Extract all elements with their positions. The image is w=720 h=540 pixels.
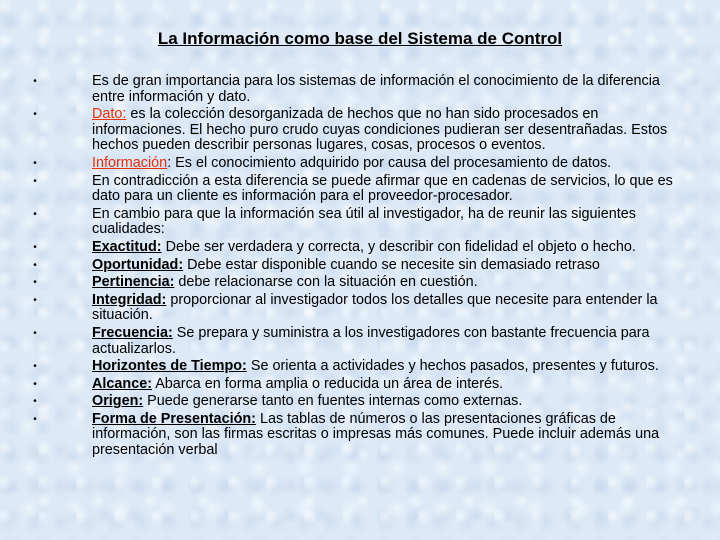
term-pertinencia: Pertinencia: [92, 274, 175, 291]
bullet-icon: • [33, 241, 37, 253]
term-oportunidad: Oportunidad: [92, 256, 184, 273]
term-alcance: Alcance: [92, 375, 152, 392]
bullet-text: En contradicción a esta diferencia se puede afirmar que en cadenas de servicios, lo que es dato para un cliente es información para el proveedor-procesador. [92, 172, 673, 205]
bullet-icon: • [33, 175, 37, 187]
bullet-icon: • [33, 378, 37, 390]
term-exactitud: Exactitud: [92, 238, 162, 255]
bullet-text: En cambio para que la información sea útil al investigador, ha de reunir las siguientes cualidades: [92, 205, 636, 238]
bullet-text: Se prepara y suministra a los investigadores con bastante frecuencia para actualizarlos. [92, 324, 650, 357]
bullet-text: Debe ser verdadera y correcta, y describir con fidelidad el objeto o hecho. [161, 238, 636, 255]
list-item [0, 240, 720, 256]
bullet-icon: • [33, 109, 37, 121]
bullet-icon: • [33, 327, 37, 339]
bullet-icon: • [33, 208, 37, 220]
bullet-icon: • [33, 361, 37, 373]
term-dato: Dato: [92, 106, 127, 123]
list-item [0, 207, 720, 238]
term-frecuencia: Frecuencia: [92, 324, 173, 341]
bullet-text: Puede generarse tanto en fuentes internas como externas. [143, 393, 523, 410]
bullet-text: debe relacionarse con la situación en cuestión. [174, 274, 478, 291]
list-item [0, 394, 720, 410]
list-item [0, 258, 720, 274]
list-item [0, 326, 720, 357]
list-item [0, 412, 720, 459]
slide-title: La Información como base del Sistema de Control [157, 29, 563, 48]
bullet-icon: • [33, 413, 37, 425]
bullet-text: Abarca en forma amplia o reducida un área de interés. [152, 375, 504, 392]
bullet-text: : Es el conocimiento adquirido por causa del procesamiento de datos. [167, 154, 612, 171]
bullet-text: Es de gran importancia para los sistemas de información el conocimiento de la diferencia entre información y dato. [92, 73, 660, 105]
bullet-text: Debe estar disponible cuando se necesite sin demasiado retraso [183, 256, 600, 273]
bullet-icon: • [33, 157, 37, 169]
term-horizontes-de-tiempo: Horizontes de Tiempo: [92, 358, 247, 375]
list-item [0, 359, 720, 375]
list-item [0, 74, 720, 105]
bullet-icon: • [33, 294, 37, 306]
list-item [0, 293, 720, 324]
list-item [0, 377, 720, 393]
list-item [0, 156, 720, 172]
list-item [0, 174, 720, 205]
term-informacion: Información [92, 154, 168, 171]
term-origen: Origen: [92, 393, 144, 410]
bullet-icon: • [33, 259, 37, 271]
list-item [0, 107, 720, 154]
term-forma-de-presentacion: Forma de Presentación: [92, 410, 256, 427]
list-item [0, 275, 720, 291]
bullet-icon: • [33, 76, 37, 87]
term-integridad: Integridad: [92, 291, 167, 308]
bullet-icon: • [33, 396, 37, 408]
bullet-text: Se orienta a actividades y hechos pasados, presentes y futuros. [246, 358, 659, 375]
bullet-icon: • [33, 277, 37, 289]
bullet-text: proporcionar al investigador todos los detalles que necesite para entender la situación. [92, 291, 658, 324]
bullet-text: Las tablas de números o las presentaciones gráficas de información, son las firmas escritas o impresas más comunes. Puede incluir además una presentación verbal [92, 410, 660, 459]
bullet-text: es la colección desorganizada de hechos que no han sido procesados en informaciones. El hecho puro crudo cuyas condiciones pudieran ser desentrañadas. Estos hechos pueden describir personas lugares, cosas, procesos o eventos. [92, 106, 668, 154]
bullet-list [0, 74, 720, 461]
